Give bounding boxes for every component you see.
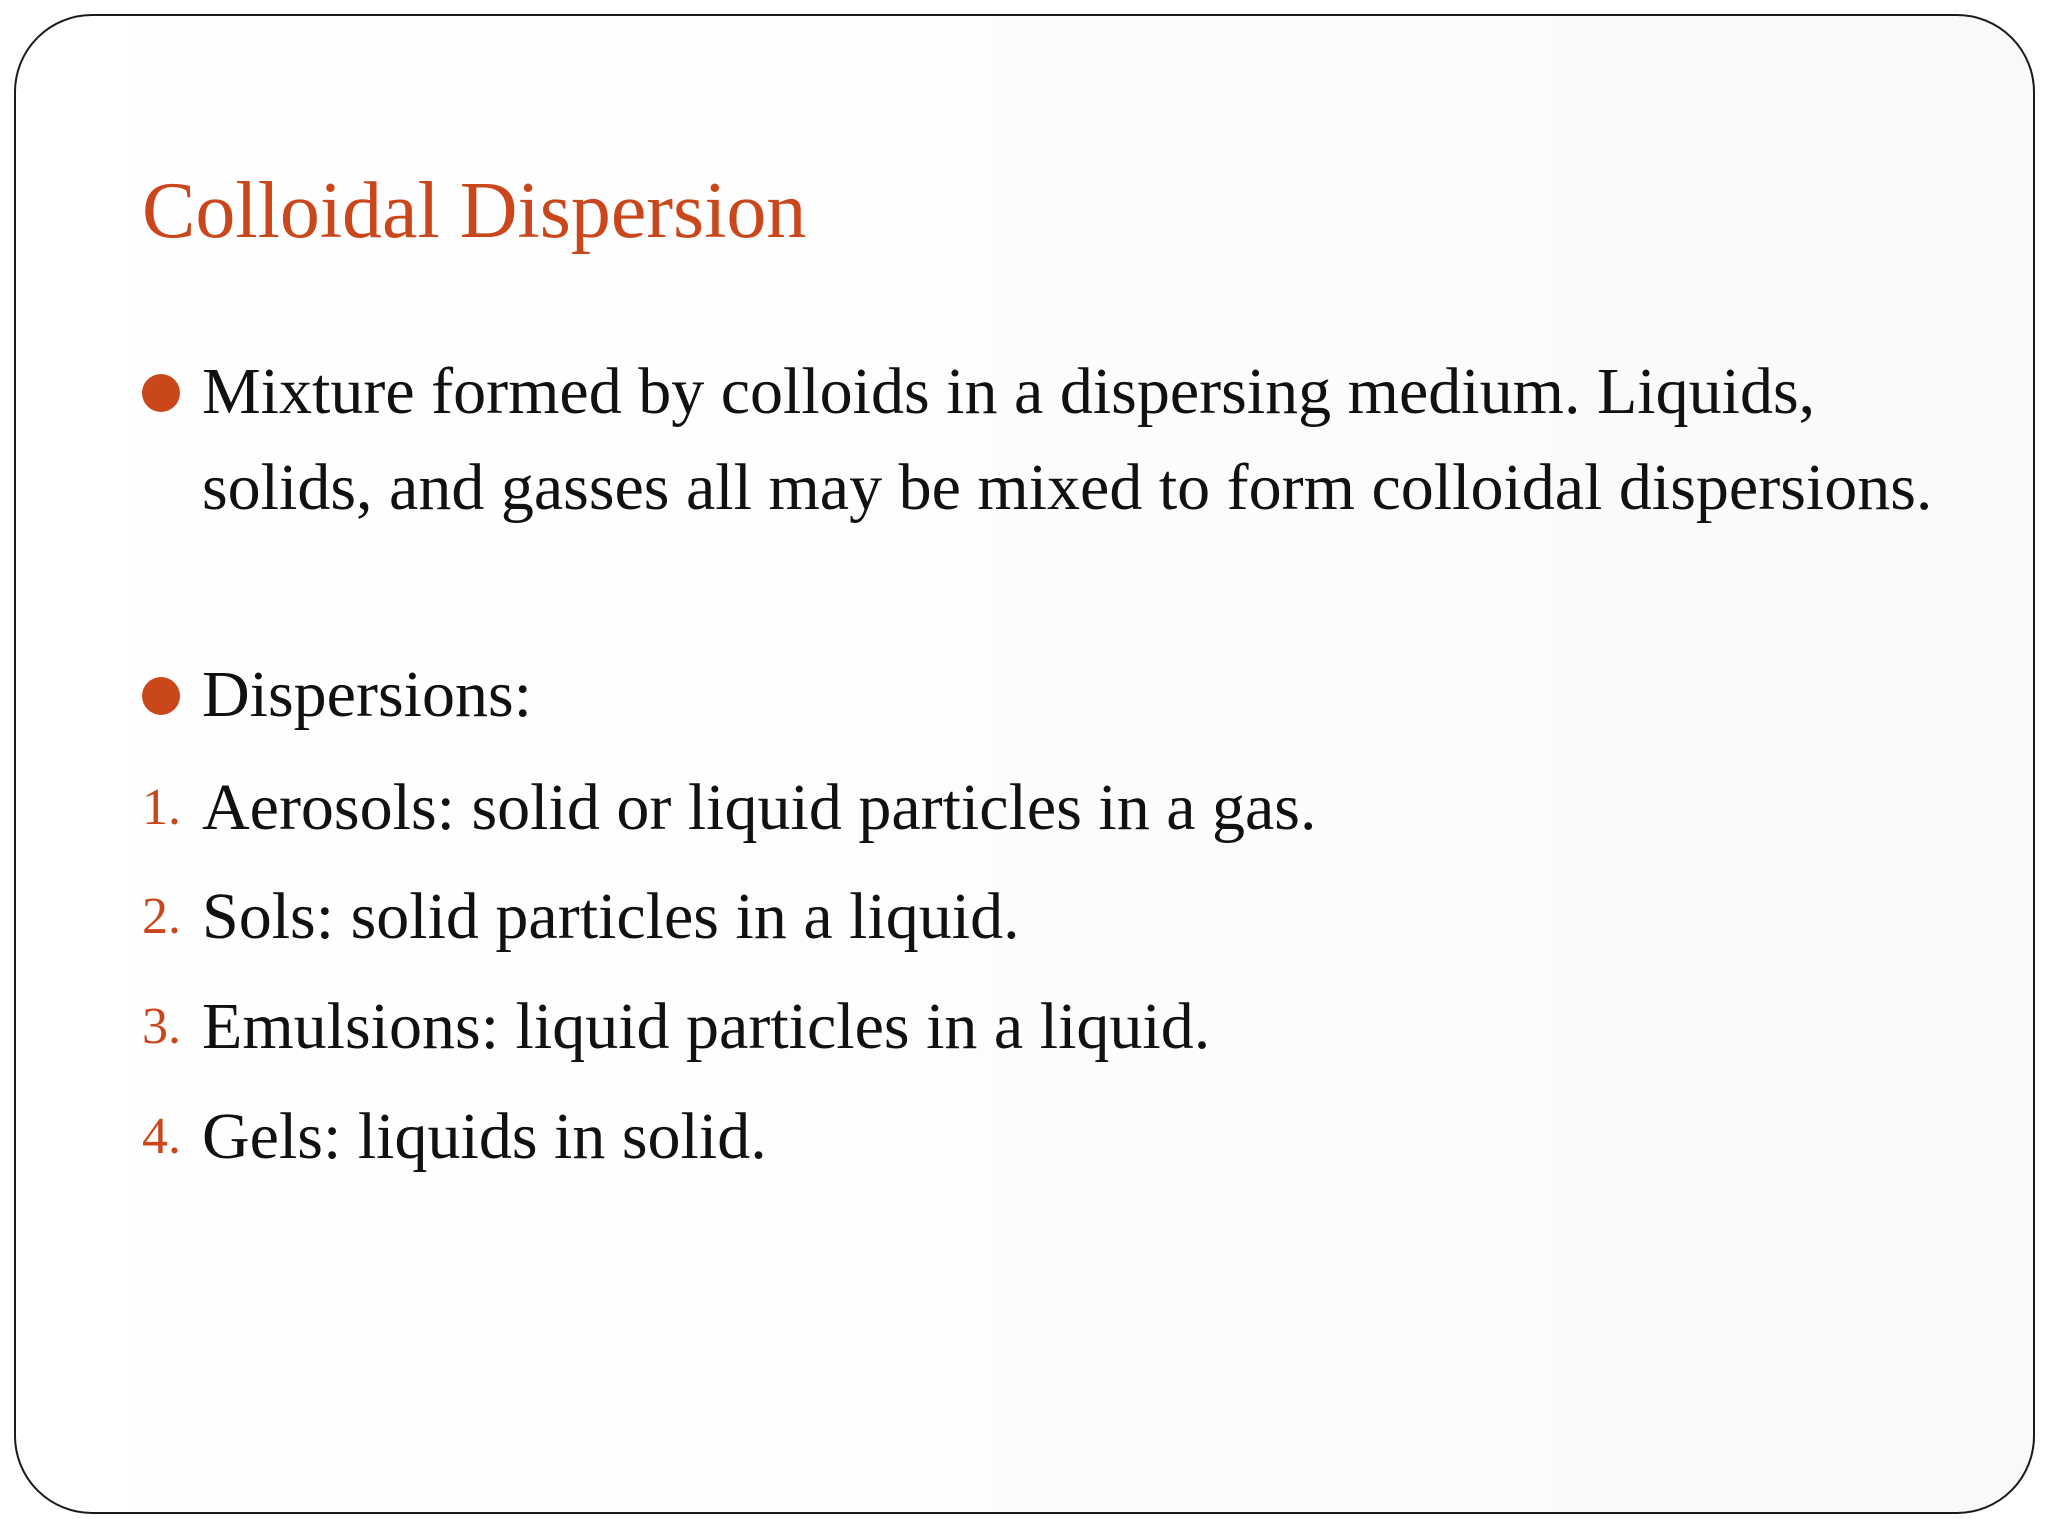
slide-frame xyxy=(14,14,2035,1514)
list-item-text: Aerosols: solid or liquid particles in a gas. xyxy=(202,771,1317,844)
bullet-text: Mixture formed by colloids in a dispersing medium. Liquids, solids, and gasses all may be mixed to form colloidal dispersions. xyxy=(202,355,1933,524)
slide-title: Colloidal Dispersion xyxy=(142,167,807,255)
list-item-text: Gels: liquids in solid. xyxy=(202,1100,767,1173)
list-number: 4. xyxy=(142,1108,181,1165)
bullet-item-dispersions xyxy=(142,647,1972,743)
list-number: 2. xyxy=(142,888,181,945)
bullet-icon xyxy=(142,677,180,715)
bullet-text: Dispersions: xyxy=(202,658,532,731)
bullet-icon xyxy=(142,374,180,412)
list-number: 3. xyxy=(142,998,181,1055)
list-item-text: Sols: solid particles in a liquid. xyxy=(202,880,1020,953)
list-item-text: Emulsions: liquid particles in a liquid. xyxy=(202,990,1211,1063)
bullet-item-definition xyxy=(142,344,1972,536)
list-number: 1. xyxy=(142,779,181,836)
